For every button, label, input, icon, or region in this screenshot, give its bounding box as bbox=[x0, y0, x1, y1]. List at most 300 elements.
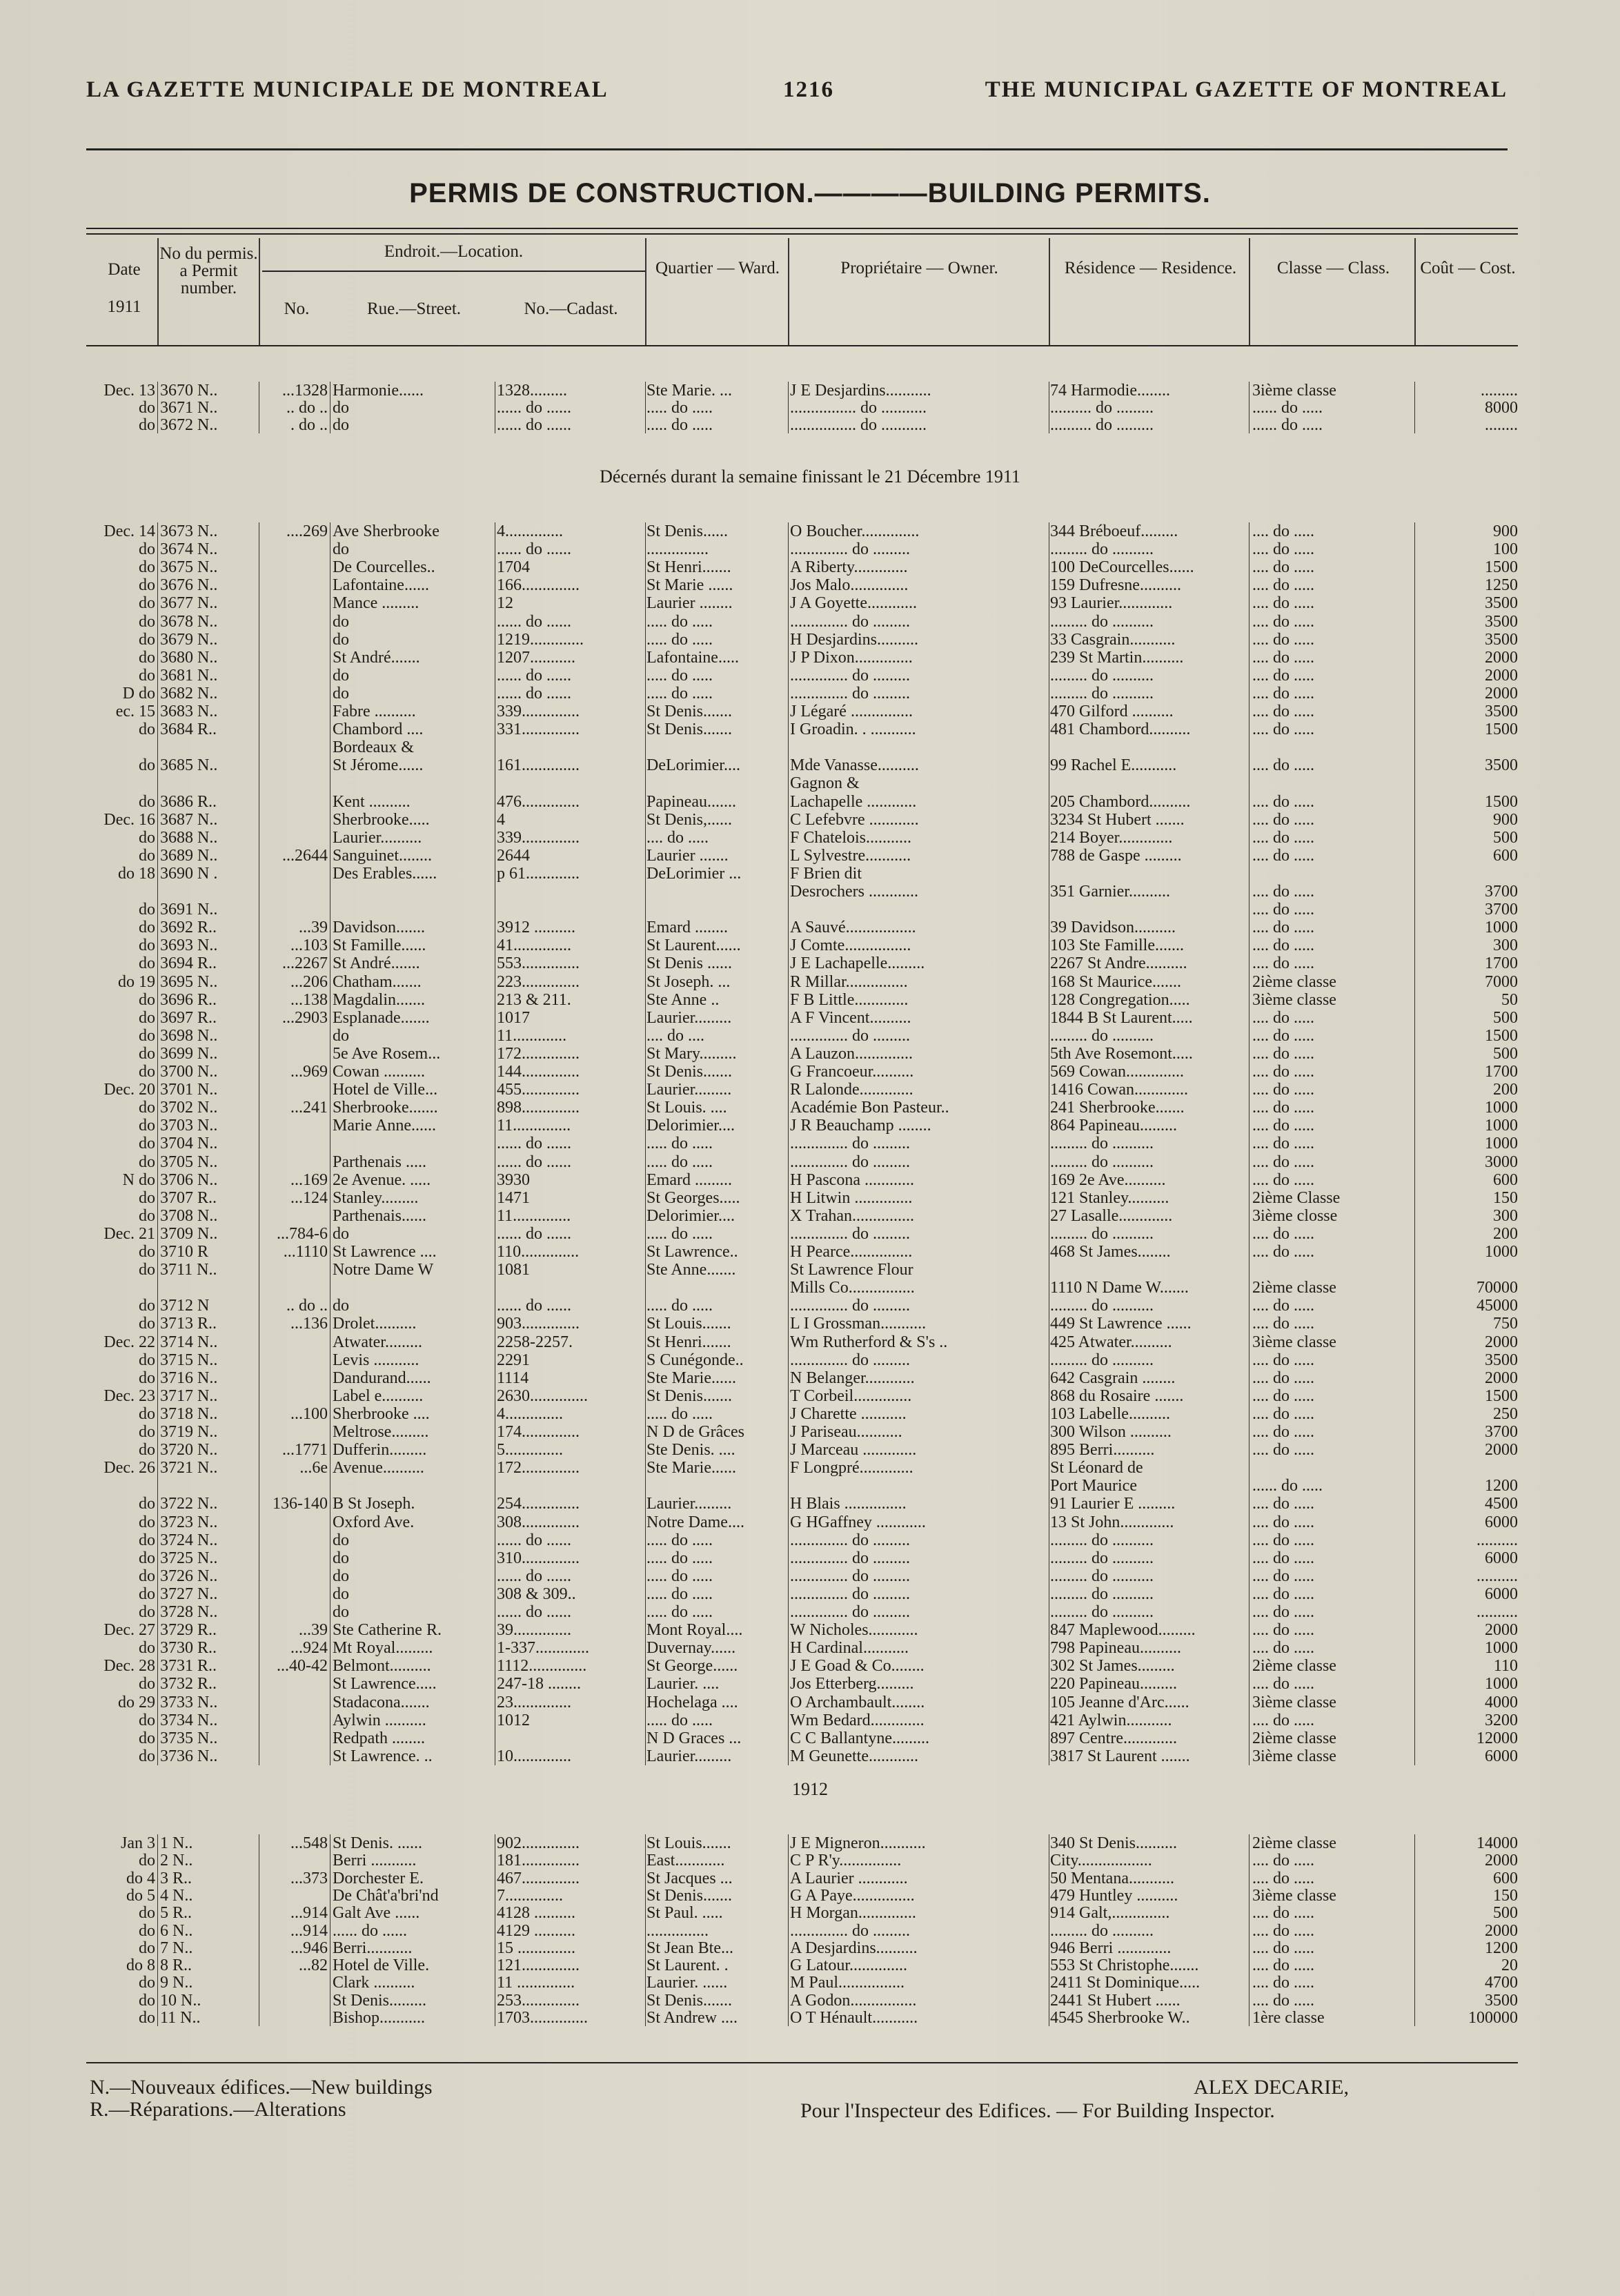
cell-class: .... do ..... bbox=[1252, 1991, 1314, 2010]
cell-date: do bbox=[139, 416, 155, 434]
cell-permit-number: 3716 N.. bbox=[160, 1368, 218, 1387]
cell-cost: 200 bbox=[1493, 1224, 1518, 1243]
cell-ward: ............... bbox=[646, 1921, 709, 1940]
cell-street: Ste Catherine R. bbox=[333, 1621, 442, 1640]
table-row bbox=[0, 613, 1620, 631]
cell-owner: M Paul................ bbox=[790, 1974, 905, 1992]
cell-permit-number: 3714 N.. bbox=[160, 1333, 218, 1351]
cell-owner: L Sylvestre........... bbox=[790, 846, 911, 865]
cell-street: do bbox=[333, 666, 349, 685]
cell-class: .... do ..... bbox=[1252, 1297, 1314, 1315]
cell-cadastre: 4.............. bbox=[497, 1404, 563, 1423]
cell-owner: .............. do ......... bbox=[790, 1584, 910, 1603]
cell-permit-number: 3703 N.. bbox=[160, 1117, 218, 1135]
cell-cadastre: 41.............. bbox=[497, 936, 571, 955]
cell-civic-number: .. do .. bbox=[286, 399, 328, 417]
cell-cadastre: 1112.............. bbox=[497, 1657, 587, 1676]
cell-class: .... do ..... bbox=[1252, 630, 1314, 649]
cell-class: .... do ..... bbox=[1252, 1152, 1314, 1171]
header-french-title: LA GAZETTE MUNICIPALE DE MONTREAL bbox=[86, 77, 609, 102]
cell-civic-number: ...1771 bbox=[282, 1441, 328, 1460]
cell-cadastre: 121.............. bbox=[497, 1956, 580, 1975]
cell-ward: Emard ......... bbox=[646, 1170, 732, 1189]
cell-residence: 239 St Martin.......... bbox=[1050, 648, 1184, 667]
table-row bbox=[0, 738, 1620, 756]
cell-class: .... do ..... bbox=[1252, 1621, 1314, 1640]
cell-street: Ave Sherbrooke bbox=[333, 522, 439, 540]
table-row bbox=[0, 1207, 1620, 1225]
cell-residence: ......... do .......... bbox=[1050, 1921, 1154, 1940]
cell-class: 3ième closse bbox=[1252, 1206, 1338, 1225]
col-street: Rue.—Street. bbox=[366, 300, 462, 318]
cell-permit-number: 5 R.. bbox=[160, 1904, 192, 1923]
cell-class: .... do ..... bbox=[1252, 1603, 1314, 1621]
cell-cost: 150 bbox=[1493, 1886, 1518, 1905]
cell-permit-number: 3684 R.. bbox=[160, 720, 217, 739]
cell-cadastre: 5.............. bbox=[497, 1441, 563, 1460]
cell-owner: H Morgan.............. bbox=[790, 1904, 916, 1923]
cell-residence: 33 Casgrain........... bbox=[1050, 630, 1176, 649]
cell-cadastre: 161.............. bbox=[497, 756, 580, 775]
table-row bbox=[0, 382, 1620, 400]
table-row bbox=[0, 936, 1620, 954]
cell-ward: St Laurent...... bbox=[646, 936, 741, 955]
table-row bbox=[0, 1834, 1620, 1852]
column-separator bbox=[1414, 382, 1415, 433]
table-row bbox=[0, 720, 1620, 738]
cell-street: Belmont.......... bbox=[333, 1657, 431, 1676]
cell-street: do bbox=[333, 1603, 349, 1621]
cell-class: .... do ..... bbox=[1252, 1026, 1314, 1045]
cell-date: do bbox=[139, 1044, 155, 1063]
cell-cadastre: ...... do ...... bbox=[497, 1135, 571, 1153]
cell-residence: 642 Casgrain ........ bbox=[1050, 1368, 1176, 1387]
cell-cadastre: ...... do ...... bbox=[497, 540, 571, 559]
cell-date: ec. 15 bbox=[115, 703, 155, 720]
cell-class: .... do ..... bbox=[1252, 1368, 1314, 1387]
cell-street: St Famille...... bbox=[333, 936, 426, 955]
col-residence: Résidence — Residence. bbox=[1064, 259, 1237, 277]
cell-owner: .............. do ......... bbox=[790, 1567, 910, 1585]
cell-residence: 159 Dufresne.......... bbox=[1050, 576, 1181, 595]
cell-cost: 70000 bbox=[1476, 1279, 1518, 1297]
cell-class: .... do ..... bbox=[1252, 883, 1314, 901]
cell-date: do bbox=[139, 1549, 155, 1567]
cell-street: Clark .......... bbox=[333, 1974, 415, 1992]
cell-class: .... do ..... bbox=[1252, 1117, 1314, 1135]
cell-cost: 2000 bbox=[1485, 1852, 1518, 1870]
cell-civic-number: ...39 bbox=[299, 1621, 328, 1640]
cell-cost: 1000 bbox=[1485, 1639, 1518, 1658]
cell-permit-number: 3672 N.. bbox=[160, 416, 218, 434]
cell-owner: T Corbeil.............. bbox=[790, 1386, 912, 1405]
cell-civic-number: ...206 bbox=[290, 972, 328, 991]
page-title: PERMIS DE CONSTRUCTION.————BUILDING PERMITS. bbox=[409, 178, 1211, 208]
table-row bbox=[0, 1441, 1620, 1459]
cell-class: .... do ..... bbox=[1252, 1904, 1314, 1923]
cell-residence: 168 St Maurice....... bbox=[1050, 972, 1181, 991]
cell-civic-number: ...124 bbox=[290, 1188, 328, 1207]
cell-owner: H Desjardins.......... bbox=[790, 630, 918, 649]
cell-street: Laurier.......... bbox=[333, 828, 422, 847]
cell-permit-number: 3698 N.. bbox=[160, 1026, 218, 1045]
cell-street: Magdalin....... bbox=[333, 990, 425, 1009]
cell-cost: 8000 bbox=[1485, 399, 1518, 417]
cell-cost: 1700 bbox=[1485, 954, 1518, 973]
table-row bbox=[0, 399, 1620, 417]
cell-class: .... do ..... bbox=[1252, 1549, 1314, 1567]
table-row bbox=[0, 973, 1620, 991]
cell-ward: St Jacques ... bbox=[646, 1869, 733, 1887]
cell-street: St André....... bbox=[333, 648, 420, 667]
table-row bbox=[0, 631, 1620, 649]
cell-date: do bbox=[139, 666, 155, 685]
cell-ward: St Denis....... bbox=[646, 1386, 733, 1405]
cell-ward: Ste Anne....... bbox=[646, 1261, 736, 1279]
cell-street: Stanley......... bbox=[333, 1188, 419, 1207]
cell-date: do bbox=[139, 1351, 155, 1369]
cell-date: Dec. 23 bbox=[103, 1386, 155, 1405]
cell-residence: 2441 St Hubert ...... bbox=[1050, 1991, 1181, 2010]
cell-cadastre: 2258-2257. bbox=[497, 1333, 573, 1351]
cell-permit-number: 3730 R.. bbox=[160, 1639, 217, 1658]
cell-date: do 19 bbox=[118, 972, 155, 991]
cell-cadastre: 213 & 211. bbox=[497, 990, 571, 1009]
cell-cadastre: 1328......... bbox=[497, 382, 567, 400]
cell-owner: .............. do ......... bbox=[790, 1224, 910, 1243]
table-row bbox=[0, 1405, 1620, 1423]
table-row bbox=[0, 1027, 1620, 1045]
cell-permit-number: 1 N.. bbox=[160, 1834, 193, 1852]
table-row bbox=[0, 1495, 1620, 1513]
table-row bbox=[0, 883, 1620, 901]
cell-street: Oxford Ave. bbox=[333, 1513, 415, 1531]
cell-owner: G Latour.............. bbox=[790, 1956, 907, 1975]
cell-cadastre: 7.............. bbox=[497, 1886, 563, 1905]
cell-residence: ......... do .......... bbox=[1050, 1297, 1154, 1315]
cell-street: Bordeaux & bbox=[333, 738, 414, 757]
cell-ward: St Louis....... bbox=[646, 1315, 731, 1333]
cell-cost: 500 bbox=[1493, 1008, 1518, 1027]
cell-date: do bbox=[139, 594, 155, 613]
cell-owner: ................ do ........... bbox=[790, 416, 927, 434]
cell-residence: ......... do .......... bbox=[1050, 1549, 1154, 1567]
cell-permit-number: 3717 N.. bbox=[160, 1386, 218, 1405]
cell-class: .... do ..... bbox=[1252, 936, 1314, 955]
cell-cadastre: 467.............. bbox=[497, 1869, 580, 1887]
cell-date: do bbox=[139, 1243, 155, 1261]
cell-permit-number: 3686 R.. bbox=[160, 792, 217, 811]
cell-street: Chatham....... bbox=[333, 972, 422, 991]
table-row bbox=[0, 1351, 1620, 1369]
cell-ward: Ste Marie...... bbox=[646, 1459, 736, 1478]
cell-date: do bbox=[139, 1531, 155, 1549]
cell-residence: 214 Boyer............. bbox=[1050, 828, 1173, 847]
cell-class: 2ième Classe bbox=[1252, 1188, 1341, 1207]
cell-cadastre: 11.............. bbox=[497, 1206, 571, 1225]
table-row bbox=[0, 1974, 1620, 1992]
cell-class: 3ième classe bbox=[1252, 1886, 1336, 1905]
cell-date: do bbox=[139, 1603, 155, 1621]
cell-date: do bbox=[139, 612, 155, 631]
cell-street: Redpath ........ bbox=[333, 1729, 425, 1747]
cell-owner: F Longpré............. bbox=[790, 1459, 913, 1478]
table-row bbox=[0, 1477, 1620, 1495]
col-location: Endroit.—Location. bbox=[384, 242, 524, 261]
table-row bbox=[0, 1081, 1620, 1099]
cell-permit-number: 3705 N.. bbox=[160, 1152, 218, 1171]
table-row bbox=[0, 1189, 1620, 1207]
header-rule bbox=[86, 148, 1508, 150]
cell-street: Levis ........... bbox=[333, 1351, 419, 1369]
table-row bbox=[0, 1639, 1620, 1657]
cell-residence: 481 Chambord.......... bbox=[1050, 720, 1191, 739]
cell-cost: 100000 bbox=[1468, 2009, 1518, 2027]
cell-owner: J E Goad & Co........ bbox=[790, 1657, 925, 1676]
cell-date: do bbox=[139, 399, 155, 417]
cell-date: do bbox=[139, 1315, 155, 1333]
cell-cadastre: 898.............. bbox=[497, 1099, 580, 1117]
cell-ward: Laurier. ...... bbox=[646, 1974, 728, 1992]
col-sep bbox=[645, 238, 646, 345]
cell-street: Marie Anne...... bbox=[333, 1117, 436, 1135]
cell-owner: A Godon................ bbox=[790, 1991, 917, 2010]
cell-civic-number: ...103 bbox=[290, 936, 328, 955]
cell-owner: .............. do ......... bbox=[790, 1603, 910, 1621]
cell-civic-number: ...1328 bbox=[282, 382, 328, 400]
cell-ward: St Denis...... bbox=[646, 522, 729, 540]
cell-cadastre: 476.............. bbox=[497, 792, 580, 811]
cell-civic-number: ....269 bbox=[286, 522, 328, 540]
cell-class: .... do ..... bbox=[1252, 756, 1314, 775]
cell-residence: ......... do .......... bbox=[1050, 612, 1154, 631]
cell-cadastre: ...... do ...... bbox=[497, 399, 571, 417]
cell-class: .... do ..... bbox=[1252, 1531, 1314, 1549]
cell-residence: ......... do .......... bbox=[1050, 1026, 1154, 1045]
cell-street: Meltrose......... bbox=[333, 1423, 429, 1441]
cell-street: Stadacona....... bbox=[333, 1693, 430, 1711]
cell-permit-number: 3728 N.. bbox=[160, 1603, 218, 1621]
cell-residence: 50 Mentana........... bbox=[1050, 1869, 1174, 1887]
cell-street: B St Joseph. bbox=[333, 1495, 415, 1513]
table-row bbox=[0, 1904, 1620, 1922]
table-row bbox=[0, 1747, 1620, 1765]
cell-civic-number: ...373 bbox=[290, 1869, 328, 1887]
cell-owner: F B Little............. bbox=[790, 990, 909, 1009]
table-row bbox=[0, 649, 1620, 667]
cell-permit-number: 3721 N.. bbox=[160, 1459, 218, 1478]
cell-cost: 3500 bbox=[1485, 630, 1518, 649]
cell-residence: 868 du Rosaire ....... bbox=[1050, 1386, 1184, 1405]
header-english-title: THE MUNICIPAL GAZETTE OF MONTREAL bbox=[985, 77, 1508, 102]
cell-owner: J R Beauchamp ........ bbox=[790, 1117, 931, 1135]
cell-residence: 798 Papineau.......... bbox=[1050, 1639, 1181, 1658]
cell-cost: .......... bbox=[1476, 1567, 1518, 1585]
cell-permit-number: 3732 R.. bbox=[160, 1675, 217, 1694]
cell-street: do bbox=[333, 630, 349, 649]
cell-civic-number: .. do .. bbox=[286, 1297, 328, 1315]
cell-date: do bbox=[139, 1026, 155, 1045]
cell-class: 3ième classe bbox=[1252, 1693, 1336, 1711]
cell-civic-number: ...241 bbox=[290, 1099, 328, 1117]
cell-ward: Ste Anne .. bbox=[646, 990, 720, 1009]
cell-cost: 200 bbox=[1493, 1081, 1518, 1099]
table-row bbox=[0, 1549, 1620, 1567]
cell-cost: 3500 bbox=[1485, 594, 1518, 613]
cell-permit-number: 3723 N.. bbox=[160, 1513, 218, 1531]
table-row bbox=[0, 540, 1620, 558]
cell-date: do bbox=[139, 1206, 155, 1225]
cell-permit-number: 3727 N.. bbox=[160, 1584, 218, 1603]
cell-date: do bbox=[139, 1441, 155, 1460]
cell-owner: A Lauzon.............. bbox=[790, 1044, 913, 1063]
cell-class: .... do ..... bbox=[1252, 846, 1314, 865]
cell-date: do bbox=[139, 1747, 155, 1765]
cell-permit-number: 3694 R.. bbox=[160, 954, 217, 973]
cell-date: Jan 3 bbox=[121, 1834, 155, 1852]
cell-ward: DeLorimier ... bbox=[646, 864, 742, 883]
cell-residence: ......... do .......... bbox=[1050, 1224, 1154, 1243]
cell-owner: C P R'y............... bbox=[790, 1852, 902, 1870]
table-header-bottom-rule bbox=[86, 345, 1518, 346]
table-row bbox=[0, 522, 1620, 540]
cell-cost: 20 bbox=[1501, 1956, 1518, 1975]
cell-class: .... do ..... bbox=[1252, 1921, 1314, 1940]
cell-street: Sherbrooke..... bbox=[333, 810, 430, 829]
cell-street: Drolet.......... bbox=[333, 1315, 417, 1333]
cell-owner: H Cardinal........... bbox=[790, 1639, 909, 1658]
cell-ward: St Denis....... bbox=[646, 703, 733, 720]
cell-permit-number: 3697 R.. bbox=[160, 1008, 217, 1027]
cell-residence: 241 Sherbrooke....... bbox=[1050, 1099, 1185, 1117]
cell-street: Davidson....... bbox=[333, 919, 425, 937]
cell-residence: 13 St John............. bbox=[1050, 1513, 1174, 1531]
cell-civic-number: ...548 bbox=[290, 1834, 328, 1852]
cell-ward: Ste Denis. .... bbox=[646, 1441, 735, 1460]
table-row bbox=[0, 1939, 1620, 1957]
cell-cadastre: 110.............. bbox=[497, 1243, 580, 1261]
cell-permit-number: 3679 N.. bbox=[160, 630, 218, 649]
cell-ward: .... do .... bbox=[646, 1026, 704, 1045]
cell-ward: ..... do ..... bbox=[646, 1549, 713, 1567]
table-row bbox=[0, 1922, 1620, 1940]
cell-date: Dec. 26 bbox=[103, 1459, 155, 1478]
cell-cost: 2000 bbox=[1485, 1621, 1518, 1640]
cell-owner: X Trahan............... bbox=[790, 1206, 915, 1225]
cell-residence: 5th Ave Rosemont..... bbox=[1050, 1044, 1193, 1063]
cell-civic-number: ...2903 bbox=[282, 1008, 328, 1027]
cell-cadastre: p 61............. bbox=[497, 864, 580, 883]
cell-permit-number: 3715 N.. bbox=[160, 1351, 218, 1369]
cell-residence: ......... do .......... bbox=[1050, 1567, 1154, 1585]
cell-cost: 1000 bbox=[1485, 1243, 1518, 1261]
cell-ward: Emard ........ bbox=[646, 919, 728, 937]
cell-cost: 500 bbox=[1493, 828, 1518, 847]
table-row bbox=[0, 416, 1620, 434]
cell-permit-number: 3696 R.. bbox=[160, 990, 217, 1009]
cell-cadastre: ...... do ...... bbox=[497, 684, 571, 703]
column-separator bbox=[788, 382, 789, 433]
legend-alterations: R.—Réparations.—Alterations bbox=[90, 2098, 346, 2121]
cell-permit-number: 3691 N.. bbox=[160, 901, 218, 919]
table-row bbox=[0, 2009, 1620, 2027]
cell-permit-number: 3670 N.. bbox=[160, 382, 218, 400]
cell-date: do bbox=[139, 1567, 155, 1585]
cell-owner: Gagnon & bbox=[790, 774, 860, 793]
cell-residence: 421 Aylwin........... bbox=[1050, 1711, 1172, 1729]
cell-permit-number: 3677 N.. bbox=[160, 594, 218, 613]
cell-owner: J Comte................ bbox=[790, 936, 911, 955]
cell-permit-number: 6 N.. bbox=[160, 1921, 193, 1940]
cell-owner: ................ do ........... bbox=[790, 399, 927, 417]
table-bottom-rule bbox=[86, 2062, 1518, 2063]
cell-residence: 1844 B St Laurent..... bbox=[1050, 1008, 1193, 1027]
cell-class: 3ième classe bbox=[1252, 1333, 1336, 1351]
cell-cost: 900 bbox=[1493, 522, 1518, 540]
cell-permit-number: 3689 N.. bbox=[160, 846, 218, 865]
cell-street: Berri ........... bbox=[333, 1852, 417, 1870]
cell-date: do bbox=[139, 720, 155, 739]
cell-residence: 205 Chambord.......... bbox=[1050, 792, 1191, 811]
cell-cost: 750 bbox=[1493, 1315, 1518, 1333]
cell-residence: 100 DeCourcelles...... bbox=[1050, 558, 1194, 577]
cell-class: 3ième classe bbox=[1252, 990, 1336, 1009]
cell-owner: .............. do ......... bbox=[790, 1026, 910, 1045]
cell-residence: 569 Cowan.............. bbox=[1050, 1063, 1184, 1081]
table-row bbox=[0, 1513, 1620, 1531]
cell-owner: C C Ballantyne......... bbox=[790, 1729, 929, 1747]
cell-ward: St Henri....... bbox=[646, 558, 731, 577]
col-sep bbox=[259, 238, 260, 345]
col-ward: Quartier — Ward. bbox=[655, 259, 780, 277]
cell-date: do 18 bbox=[118, 864, 155, 883]
table-row bbox=[0, 558, 1620, 576]
cell-cost: 2000 bbox=[1485, 1333, 1518, 1351]
cell-ward: St Joseph. ... bbox=[646, 972, 731, 991]
cell-ward: ..... do ..... bbox=[646, 666, 713, 685]
cell-street: do bbox=[333, 1567, 349, 1585]
cell-residence: 425 Atwater.......... bbox=[1050, 1333, 1172, 1351]
cell-class: .... do ..... bbox=[1252, 1135, 1314, 1153]
cell-date: do bbox=[139, 630, 155, 649]
cell-street: do bbox=[333, 684, 349, 703]
cell-date: do bbox=[139, 1729, 155, 1747]
cell-date: do bbox=[139, 901, 155, 919]
cell-permit-number: 3681 N.. bbox=[160, 666, 218, 685]
table-row bbox=[0, 1297, 1620, 1315]
table-row bbox=[0, 1063, 1620, 1081]
cell-residence: 1416 Cowan............. bbox=[1050, 1081, 1188, 1099]
cell-permit-number: 3713 R.. bbox=[160, 1315, 217, 1333]
cell-ward: St Louis....... bbox=[646, 1834, 731, 1852]
cell-date: do bbox=[139, 792, 155, 811]
cell-cost: 3700 bbox=[1485, 883, 1518, 901]
cell-ward: St Marie ...... bbox=[646, 576, 733, 595]
cell-ward: ............... bbox=[646, 540, 709, 559]
table-row bbox=[0, 703, 1620, 720]
cell-residence: 479 Huntley .......... bbox=[1050, 1886, 1178, 1905]
cell-permit-number: 3676 N.. bbox=[160, 576, 218, 595]
cell-residence: 220 Papineau......... bbox=[1050, 1675, 1177, 1694]
cell-civic-number: ...138 bbox=[290, 990, 328, 1009]
cell-permit-number: 3706 N.. bbox=[160, 1170, 218, 1189]
cell-cadastre: 2644 bbox=[497, 846, 530, 865]
cell-class: .... do ..... bbox=[1252, 901, 1314, 919]
cell-street: Sherbrooke .... bbox=[333, 1404, 430, 1423]
cell-cost: 250 bbox=[1493, 1404, 1518, 1423]
cell-class: .... do ..... bbox=[1252, 1513, 1314, 1531]
cell-date: do bbox=[139, 919, 155, 937]
